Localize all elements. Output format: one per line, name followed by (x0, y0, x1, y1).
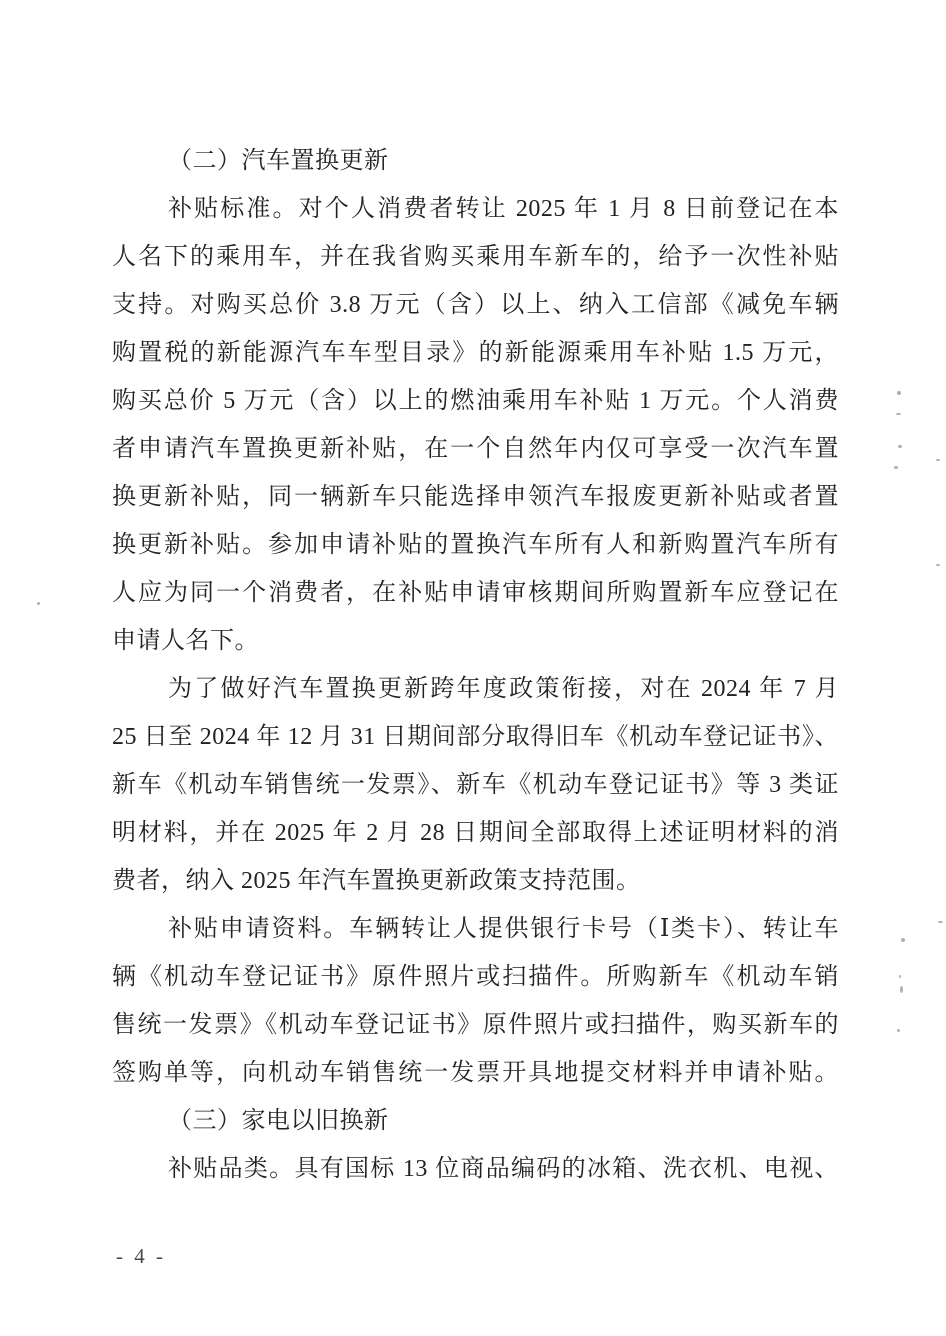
scan-speckle (898, 445, 902, 448)
text-line: 者申请汽车置换更新补贴，在一个自然年内仅可享受一次汽车置 (112, 436, 839, 462)
scan-speckle (899, 975, 901, 978)
text-line: 为了做好汽车置换更新跨年度政策衔接，对在 2024 年 7 月 (168, 676, 839, 702)
scan-speckle (936, 564, 940, 566)
text-line: 购买总价 5 万元（含）以上的燃油乘用车补贴 1 万元。个人消费 (112, 388, 839, 414)
scan-speckle (901, 938, 905, 942)
text-line: 辆《机动车登记证书》原件照片或扫描件。所购新车《机动车销 (112, 964, 839, 990)
text-line: 新车《机动车销售统一发票》、新车《机动车登记证书》等 3 类证 (112, 772, 839, 798)
text-line: 费者，纳入 2025 年汽车置换更新政策支持范围。 (112, 868, 641, 894)
text-line: 支持。对购买总价 3.8 万元（含）以上、纳入工信部《减免车辆 (112, 292, 839, 318)
scan-speckle (37, 602, 40, 605)
scan-speckle (936, 459, 940, 461)
scan-speckle (897, 391, 901, 395)
scan-speckle (896, 413, 901, 415)
text-line: 购置税的新能源汽车车型目录》的新能源乘用车补贴 1.5 万元， (112, 340, 839, 366)
text-line: 申请人名下。 (112, 628, 259, 654)
document-body (112, 137, 839, 1193)
text-line: 人应为同一个消费者，在补贴申请审核期间所购置新车应登记在 (112, 580, 839, 606)
page-number: - 4 - (116, 1244, 166, 1268)
scan-speckle (897, 1029, 900, 1032)
text-line: 签购单等，向机动车销售统一发票开具地提交材料并申请补贴。 (112, 1060, 839, 1086)
text-line: 人名下的乘用车，并在我省购买乘用车新车的，给予一次性补贴 (112, 244, 839, 270)
text-line: 补贴申请资料。车辆转让人提供银行卡号（Ⅰ类卡）、转让车 (168, 916, 839, 942)
text-line: 补贴品类。具有国标 13 位商品编码的冰箱、洗衣机、电视、 (168, 1156, 839, 1182)
text-line: 换更新补贴。参加申请补贴的置换汽车所有人和新购置汽车所有 (112, 532, 839, 558)
scan-speckle (894, 466, 898, 469)
scan-speckle (900, 986, 903, 993)
text-line: 换更新补贴，同一辆新车只能选择申领汽车报废更新补贴或者置 (112, 484, 839, 510)
text-line: 明材料，并在 2025 年 2 月 28 日期间全部取得上述证明材料的消 (112, 820, 839, 846)
text-line: 售统一发票》《机动车登记证书》原件照片或扫描件，购买新车的 (112, 1012, 839, 1038)
text-line: （三）家电以旧换新 (168, 1108, 389, 1134)
text-line: （二）汽车置换更新 (168, 148, 389, 174)
text-line: 补贴标准。对个人消费者转让 2025 年 1 月 8 日前登记在本 (168, 196, 839, 222)
scan-speckle (938, 921, 943, 923)
text-line: 25 日至 2024 年 12 月 31 日期间部分取得旧车《机动车登记证书》、 (112, 724, 839, 750)
